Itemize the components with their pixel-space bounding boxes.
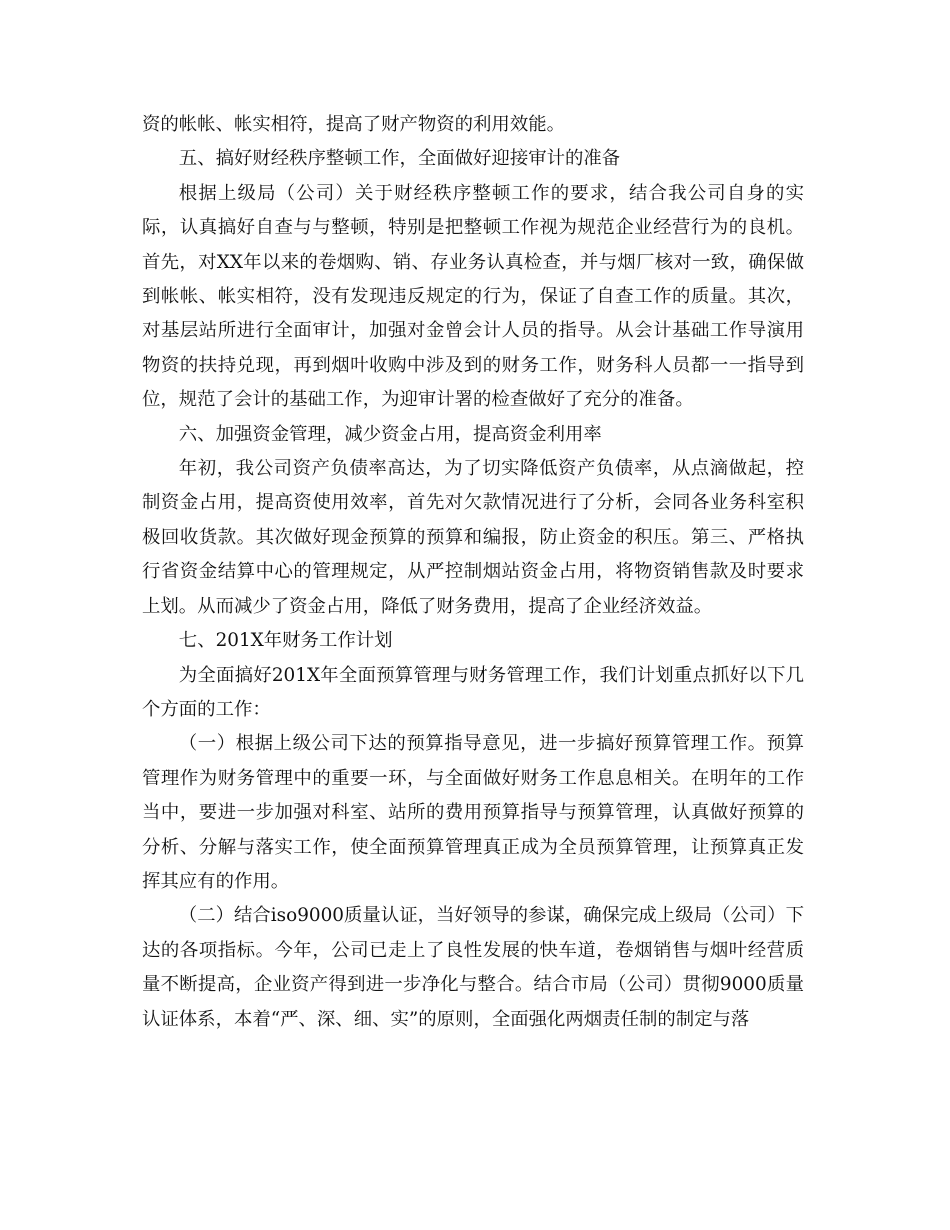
paragraph-plan-intro: 为全面搞好201X年全面预算管理与财务管理工作，我们计划重点抓好以下几个方面的工作： [142, 664, 804, 720]
section-heading-7: 七、201X年财务工作计划 [178, 630, 393, 652]
section-heading-6: 六、加强资金管理，减少资金占用，提高资金利用率 [178, 423, 602, 445]
paragraph-audit-prep: 根据上级局（公司）关于财经秩序整顿工作的要求，结合我公司自身的实际，认真搞好自查与与整顿，特别是把整顿工作视为规范企业经营行为的良机。首先，对XX年以来的卷烟购、销、存业务认真检查，并与烟厂核对一致，确保做到帐帐、帐实相符，没有发现违反规定的行为，保证了自查工作的质量。其次，对基层站所进行全面审计，加强对金曾会计人员的指导。从会计基础工作导演用物资的扶持兑现，再到烟叶收购中涉及到的财务工作，财务科人员都一一指导到位，规范了会计的基础工作，为迎审计署的检查做好了充分的准备。 [142, 182, 804, 411]
paragraph-capital-management: 年初，我公司资产负债率高达，为了切实降低资产负债率，从点滴做起，控制资金占用，提高资使用效率，首先对欠款情况进行了分析，会同各业务科室积极回收货款。其次做好现金预算的预算和编报，防止资金的积压。第三、严格执行省资金结算中心的管理规定，从严控制烟站资金占用，将物资销售款及时要求上划。从而减少了资金占用，降低了财务费用，提高了企业经济效益。 [142, 458, 804, 617]
section-heading-5: 五、搞好财经秩序整顿工作，全面做好迎接审计的准备 [178, 148, 621, 170]
paragraph-plan-item-2: （二）结合iso9000质量认证，当好领导的参谋，确保完成上级局（公司）下达的各项指标。今年，公司已走上了良性发展的快车道，卷烟销售与烟叶经营质量不断提高，企业资产得到进一步净化与整合。结合市局（公司）贯彻9000质量认证体系，本着“严、深、细、实”的原则，全面强化两烟责任制的制定与落 [142, 905, 804, 1030]
document-body [142, 108, 804, 1037]
paragraph-plan-item-1: （一）根据上级公司下达的预算指导意见，进一步搞好预算管理工作。预算管理作为财务管理中的重要一环，与全面做好财务工作息息相关。在明年的工作当中，要进一步加强对科室、站所的费用预算指导与预算管理，认真做好预算的分析、分解与落实工作，使全面预算管理真正成为全员预算管理，让预算真正发挥其应有的作用。 [142, 733, 804, 892]
paragraph-continuation: 资的帐帐、帐实相符，提高了财产物资的利用效能。 [142, 114, 565, 135]
